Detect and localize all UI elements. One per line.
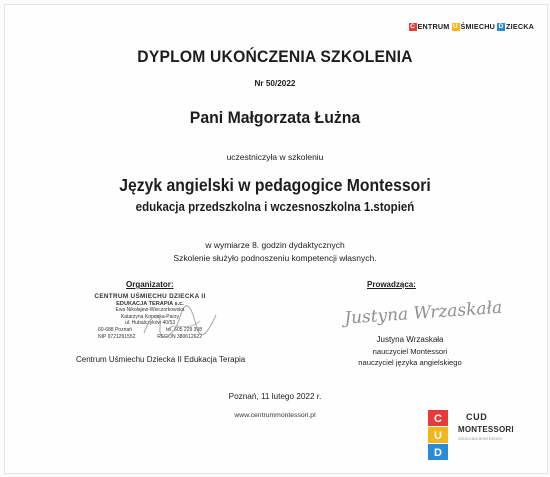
- brand-u-block: U: [453, 22, 458, 30]
- cud-subtitle: MONTESSORI: [458, 425, 514, 434]
- stamp-line-4: Katarzyna Konopka-Parzy: [120, 313, 180, 320]
- svg-text:Justyna Wrzaskała: Justyna Wrzaskała: [343, 297, 503, 329]
- centrum-usmiechu-dziecka-logo: [409, 22, 534, 31]
- course-purpose: Szkolenie służyło podnoszeniu kompetencji własnych.: [173, 253, 377, 263]
- cud-tagline: SZKOLENIA MONTESSORI: [458, 437, 503, 441]
- svg-text:C: C: [434, 413, 442, 425]
- leader-name: Justyna Wrzaskała: [376, 335, 444, 344]
- organizer-caption: Centrum Uśmiechu Dziecka II Edukacja Terapia: [76, 355, 246, 364]
- stamp-line-5: ul. Hubalczyków 40/53: [124, 320, 176, 327]
- brand-part3: ZIECKA: [506, 22, 534, 31]
- brand-c-block: C: [410, 22, 415, 30]
- stamp-regon: REGON 380612622: [157, 333, 202, 340]
- organizer-label: Organizator:: [126, 280, 174, 289]
- cud-montessori-logo: [418, 404, 528, 466]
- leader-role-2: nauczyciel języka angielskiego: [358, 358, 462, 367]
- brand-part2: ŚMIECHU: [460, 22, 496, 31]
- svg-text:U: U: [434, 430, 442, 442]
- course-hours: w wymiarze 8. godzin dydaktycznych: [205, 240, 345, 250]
- cud-title: CUD: [466, 412, 488, 422]
- stamp-postcode: 60-688 Poznań: [98, 326, 132, 333]
- diploma-title: DYPLOM UKOŃCZENIA SZKOLENIA: [137, 48, 413, 66]
- course-subtitle: edukacja przedszkolna i wczesnoszkolna 1.stopień: [135, 200, 415, 214]
- diploma-number: Nr 50/2022: [254, 79, 296, 88]
- brand-d-block: D: [498, 22, 504, 30]
- place-date: Poznań, 11 lutego 2022 r.: [228, 392, 322, 401]
- course-title: Język angielski w pedagogice Montessori: [119, 175, 431, 195]
- stamp-line-3: Ewa Nikołajew-Wieczorkowska: [115, 307, 185, 314]
- stamp-line-1: CENTRUM UŚMIECHU DZIECKA II: [94, 293, 206, 300]
- organizer-signature-icon: [140, 303, 220, 343]
- leader-label: Prowadząca:: [367, 280, 416, 289]
- brand-part1: ENTRUM: [417, 22, 450, 31]
- stamp-nip: NIP 9721291552: [98, 333, 136, 340]
- leader-role-1: nauczyciel Montessori: [372, 347, 448, 356]
- stamp-phone: tel. 605 229 398: [166, 326, 202, 333]
- leader-signature-icon: [338, 292, 503, 332]
- website-link: www.centrummontessori.pl: [234, 412, 316, 419]
- svg-text:D: D: [434, 447, 442, 459]
- participation-text: uczestniczyła w szkoleniu: [226, 152, 324, 162]
- recipient-name: Pani Małgorzata Łużna: [189, 108, 361, 127]
- stamp-line-2: EDUKACJA TERAPIA s.c.: [116, 300, 184, 307]
- cud-cube-icon: [424, 410, 452, 462]
